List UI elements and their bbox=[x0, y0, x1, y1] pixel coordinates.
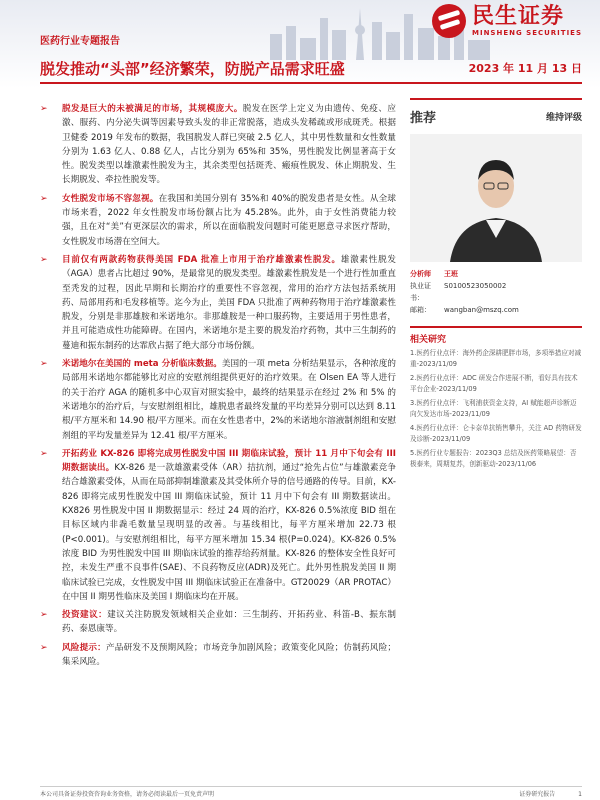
related-research-item[interactable]: 4.医药行业点评：仑卡奈单抗销售攀升，关注 AD 药物研发及诊断-2023/11/09 bbox=[410, 424, 582, 443]
page-number: 1 bbox=[578, 791, 582, 798]
related-research-item[interactable]: 3.医药行业点评：飞利浦获资金支持，AI 赋能超声诊断迈向欠发达市场-2023/11/09 bbox=[410, 399, 577, 418]
analyst-portrait-icon bbox=[410, 134, 582, 262]
paragraph-highlight: 女性脱发市场不容忽视。 bbox=[62, 193, 159, 204]
analyst-email-row bbox=[410, 304, 582, 316]
analyst-name: 王班 bbox=[444, 270, 458, 278]
logo-mark-icon bbox=[432, 4, 466, 38]
email-label: 邮箱： bbox=[410, 306, 431, 314]
license-number: S0100523050002 bbox=[444, 282, 507, 290]
summary-paragraph bbox=[40, 447, 396, 604]
summary-paragraph bbox=[40, 253, 396, 353]
analyst-photo bbox=[410, 134, 582, 262]
arrow-bullet-icon: ➢ bbox=[40, 359, 48, 370]
paragraph-highlight: 风险提示： bbox=[62, 642, 106, 653]
analyst-license-row bbox=[410, 280, 582, 304]
company-logo bbox=[432, 4, 582, 38]
arrow-bullet-icon: ➢ bbox=[40, 610, 48, 621]
paragraph-text: 产品研发不及预期风险；市场竞争加剧风险；政策变化风险；仿制药风险；集采风险。 bbox=[62, 642, 396, 667]
report-date: 2023 年 11 月 13 日 bbox=[468, 62, 582, 75]
footer-right bbox=[519, 789, 582, 798]
risk-warning bbox=[40, 641, 396, 670]
arrow-bullet-icon: ➢ bbox=[40, 254, 48, 265]
analyst-name-row bbox=[410, 268, 582, 280]
paragraph-text: 美国的一项 meta 分析结果显示，各种浓度的局部用米诺地尔都能够比对应的安慰剂组提供更好的治疗效果。在 Olsen EA 等人进行的关于治疗 AGA 的随机多中心双盲对照实验中，最终的结果显示在经过 2% 和 5% 的米诺地尔的治疗后，与安慰剂组相比，雄脱患者最终发量的平均差异分别可以达到 8.11 根/平方厘米和 14.90 根/平方厘米。而在女性患者中，2%的米诺地尔溶液制剂组和安慰剂组的平均发量差异为 12.41 根/平方厘米。 bbox=[62, 359, 396, 441]
related-research-item[interactable]: 5.医药行业专题报告：2023Q3 总结及医药策略展望：否极泰来，周期复苏，创新驱动-2023/11/06 bbox=[410, 449, 577, 468]
paragraph-highlight: 投资建议： bbox=[62, 610, 108, 621]
paragraph-highlight: 脱发是巨大的未被满足的市场，其规模庞大。 bbox=[62, 104, 243, 114]
analyst-email-link[interactable]: wangban@mszq.com bbox=[444, 306, 519, 314]
related-research-heading: 相关研究 bbox=[410, 326, 582, 345]
report-type-label: 医药行业专题报告 bbox=[40, 36, 120, 47]
summary-paragraph bbox=[40, 192, 396, 249]
title-divider bbox=[40, 82, 582, 84]
related-research-item[interactable]: 2.医药行业点评：ADC 研发合作进展不断，看好具有技术平台企业-2023/11/09 bbox=[410, 374, 578, 393]
paragraph-text: KX-826 是一款雄激素受体（AR）拮抗剂，通过“抢先占位”与雄激素竞争结合雄激素受体，从而在局部抑制雄激素及其受体所介导的信号通路的传导。目前，KX-826 即将完成男性脱发中国 III 期临床试验，预计 11 月中下旬会有 III 期数据读出。KX826 男性脱发中国 II 期数据显示：经过 24 周的治疗，KX-826 0.5%浓度 BID 组在目标区域内非毳毛数量呈现明显的改善。与基线相比，每平方厘米增加 22.73 根(P<0.001)。与安慰剂组相比，每平方厘米增加 15.34 根(P=0.024)。KX-826 0.5%浓度 BID 为男性脱发中国 III 期临床试验的推荐给药剂量。KX-826 的整体安全性良好可控，未发生严重不良事件(SAE)、不良药物反应(ADR)及死亡。此外男性脱发美国 II 期临床试验已完成，女性脱发中国 III 期临床试验正在准备中。GT20029（AR PROTAC）在中国 II 期男性临床及美国 I 期临床均在开展。 bbox=[62, 463, 396, 602]
report-sidebar bbox=[410, 98, 582, 470]
arrow-bullet-icon: ➢ bbox=[40, 642, 48, 653]
summary-paragraph bbox=[40, 357, 396, 443]
arrow-bullet-icon: ➢ bbox=[40, 104, 48, 114]
report-title: 脱发推动“头部”经济繁荣，防脱产品需求旺盛 bbox=[40, 60, 345, 78]
paragraph-highlight: 米诺地尔在美国的 meta 分析临床数据。 bbox=[62, 359, 222, 370]
logo-en-text: MINSHENG SECURITIES bbox=[472, 29, 582, 37]
paragraph-highlight: 目前仅有两款药物获得美国 FDA 批准上市用于治疗雄激素性脱发。 bbox=[62, 254, 341, 265]
paragraph-highlight: 开拓药业 KX-826 即将完成男性脱发中国 III 期临床试验，预计 11 月中下旬会有 III 期数据读出。 bbox=[62, 448, 396, 474]
paragraph-text: 脱发在医学上定义为由遗传、免疫、应激、服药、内分泌失调等因素导致头发的非正常脱落，造成头发稀疏或形成斑秃。根据卫健委 2019 年发布的数据，我国脱发人群已突破 2.5 亿人，其中男性数量和女性数量分别为 1.63 亿人、0.88 亿人，占比分别为 65%和 35%，男性脱发比例显著高于女性。脱发类型以雄激素性脱发为主，其余类型包括斑秃、瘢痕性脱发、休止期脱发、生长期脱发、牵拉性脱发等。 bbox=[62, 104, 396, 186]
arrow-bullet-icon: ➢ bbox=[40, 448, 48, 459]
analyst-role-label: 分析师 bbox=[410, 270, 431, 278]
paragraph-text: 在我国和美国分别有 35%和 40%的脱发患者是女性。从全球市场来看，2022 年女性脱发市场份额占比为 45.28%。此外，由于女性消费能力较强，且在对“美”有更深层次的需求，所以在面临脱发问题时可能更愿意寻求医疗帮助，女性脱发市场潜在空间大。 bbox=[62, 193, 396, 247]
rating-label: 推荐 bbox=[410, 110, 437, 126]
summary-paragraph bbox=[40, 102, 396, 188]
paragraph-text: 雄激素性脱发（AGA）患者占比超过 90%，是最常见的脱发类型。雄激素性脱发是一个进行性加重直至秃发的过程，因此早期和长期治疗的重要性不容忽视，常用的治疗方法包括系统用药、局部用药和毛发移植等。迄今为止，美国 FDA 只批准了两种药物用于治疗雄激素性脱发，分别是非那雄胺和米诺地尔。非那雄胺是一种口服药物，主要适用于男性患者，并且可能造成性功能障碍。在国内，米诺地尔是主要的脱发治疗药物，其中三生制药的蔓迪和振东制药的达霏欣占据了绝大部分市场份额。 bbox=[62, 254, 396, 351]
report-summary bbox=[40, 102, 396, 673]
related-research-item[interactable]: 1.医药行业点评：海外药企深耕肥胖市场，多项举措应对减重-2023/11/09 bbox=[410, 349, 582, 368]
investment-advice bbox=[40, 608, 396, 637]
license-label: 执业证书： bbox=[410, 282, 431, 302]
page-footer bbox=[40, 786, 582, 798]
arrow-bullet-icon: ➢ bbox=[40, 193, 48, 204]
paragraph-text: 建议关注防脱发领域相关企业如：三生制药、开拓药业、科笛-B、振东制药、泰恩康等。 bbox=[62, 610, 396, 635]
footer-disclaimer: 本公司具备证券投资咨询业务资格，请务必阅读最后一页免责声明 bbox=[40, 791, 215, 798]
footer-report-label: 证券研究报告 bbox=[519, 791, 556, 798]
rating-box bbox=[410, 98, 582, 128]
logo-cn-text: 民生证券 bbox=[472, 4, 565, 29]
rating-value: 维持评级 bbox=[545, 112, 582, 123]
